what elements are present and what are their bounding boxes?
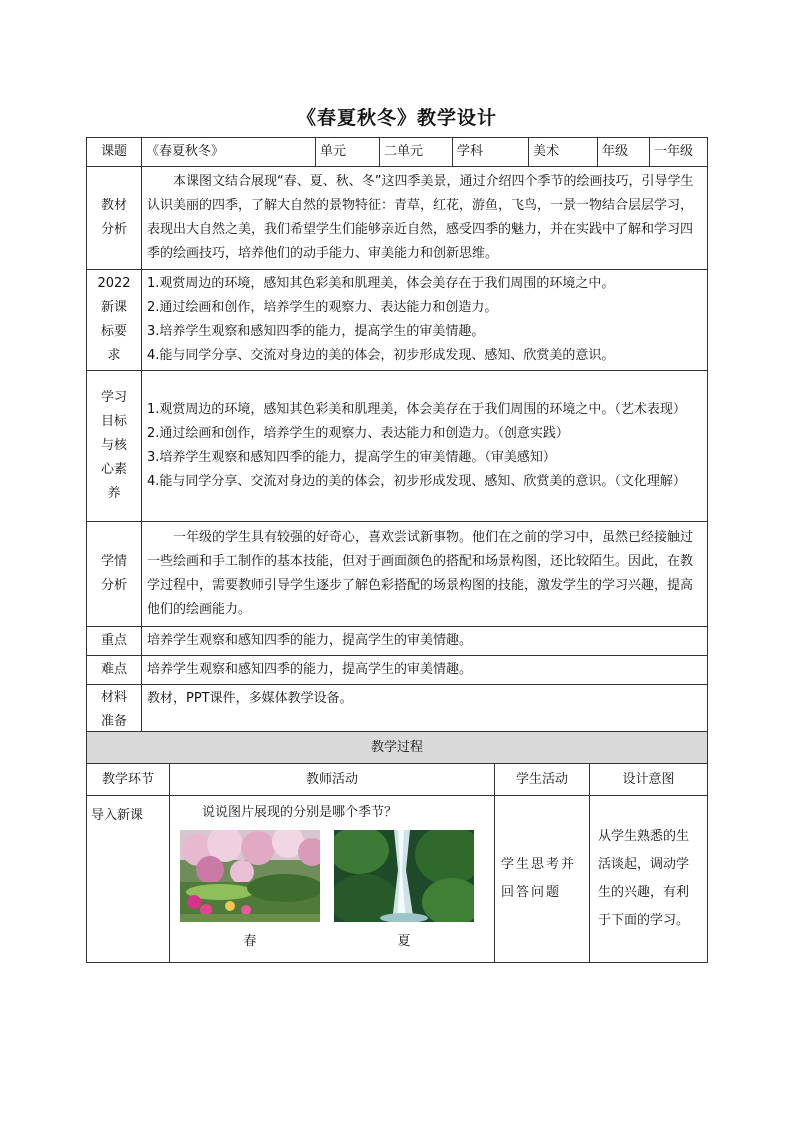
list-item: 4.能与同学分享、交流对身边的美的体会，初步形成发现、感知、欣赏美的意识。（文化理解） [147, 474, 686, 489]
lesson-info-table [86, 137, 708, 735]
list-item: 1.观赏周边的环境，感知其色彩美和肌理美，体会美存在于我们周围的环境之中。（艺术表现） [147, 402, 686, 417]
image-caption-summer: 夏 [397, 934, 411, 949]
unit-label: 单元 [316, 138, 380, 167]
list-item: 3.培养学生观察和感知四季的能力，提高学生的审美情趣。 [147, 324, 485, 339]
student-activity: 学生思考并回答问题 [495, 796, 590, 963]
list-item: 1.观赏周边的环境，感知其色彩美和肌理美，体会美存在于我们周围的环境之中。 [147, 276, 615, 291]
standards-label: 2022 新课 标要 求 [87, 270, 142, 371]
grade-label: 年级 [598, 138, 650, 167]
material-analysis-text: 本课图文结合展现“春、夏、秋、冬”这四季美景，通过介绍四个季节的绘画技巧，引导学生认识美丽的四季，了解大自然的景物特征：青草，红花，游鱼，飞鸟，一景一物结合层层学习，表现出大自然之美，我们希望学生们能够亲近自然，感受四季的魅力，并在实践中了解和学习四季的绘画技巧，培养他们的动手能力、审美能力和创新思维。 [142, 167, 708, 270]
list-item: 3.培养学生观察和感知四季的能力，提高学生的审美情趣。（审美感知） [147, 450, 556, 465]
design-intent: 从学生熟悉的生活谈起，调动学生的兴趣，有利于下面的学习。 [590, 796, 708, 963]
column-header-teacher: 教师活动 [170, 764, 495, 796]
difficulty-text: 培养学生观察和感知四季的能力，提高学生的审美情趣。 [142, 656, 708, 685]
teacher-activity [170, 796, 495, 963]
stage-intro: 导入新课 [87, 796, 170, 963]
standards-list [142, 270, 708, 371]
materials-label: 材料 准备 [87, 685, 142, 735]
objectives-label: 学习 目标 与核 心素 养 [87, 371, 142, 522]
subject-label: 学科 [453, 138, 529, 167]
teacher-question: 说说图片展现的分别是哪个季节？ [202, 805, 398, 820]
materials-text: 教材，PPT课件，多媒体教学设备。 [142, 685, 708, 735]
list-item: 2.通过绘画和创作，培养学生的观察力、表达能力和创造力。（创意实践） [147, 426, 569, 441]
teaching-process-table [86, 731, 708, 963]
column-header-stage: 教学环节 [87, 764, 170, 796]
student-analysis-text: 一年级的学生具有较强的好奇心，喜欢尝试新事物。他们在之前的学习中，虽然已经接触过一些绘画和手工制作的基本技能，但对于画面颜色的搭配和场景构图，还比较陌生。因此，在教学过程中，需要教师引导学生逐步了解色彩搭配的场景构图的技能，激发学生的学习兴趣，提高他们的绘画能力。 [142, 522, 708, 627]
list-item: 2.通过绘画和创作，培养学生的观察力、表达能力和创造力。 [147, 300, 498, 315]
column-header-design: 设计意图 [590, 764, 708, 796]
spring-flower-garden-photo [180, 830, 320, 922]
material-analysis-label: 教材 分析 [87, 167, 142, 270]
topic-label: 课题 [87, 138, 142, 167]
process-header: 教学过程 [87, 732, 708, 764]
image-caption-spring: 春 [243, 934, 257, 949]
subject-value: 美术 [529, 138, 598, 167]
difficulty-label: 难点 [87, 656, 142, 685]
key-point-label: 重点 [87, 627, 142, 656]
column-header-student: 学生活动 [495, 764, 590, 796]
list-item: 4.能与同学分享、交流对身边的美的体会，初步形成发现、感知、欣赏美的意识。 [147, 348, 615, 363]
grade-value: 一年级 [650, 138, 708, 167]
topic-value: 《春夏秋冬》 [142, 138, 316, 167]
page-title: 《春夏秋冬》教学设计 [296, 107, 497, 129]
unit-value: 二单元 [380, 138, 453, 167]
summer-waterfall-photo [334, 830, 474, 922]
objectives-list [142, 371, 708, 522]
student-analysis-label: 学情 分析 [87, 522, 142, 627]
key-point-text: 培养学生观察和感知四季的能力，提高学生的审美情趣。 [142, 627, 708, 656]
